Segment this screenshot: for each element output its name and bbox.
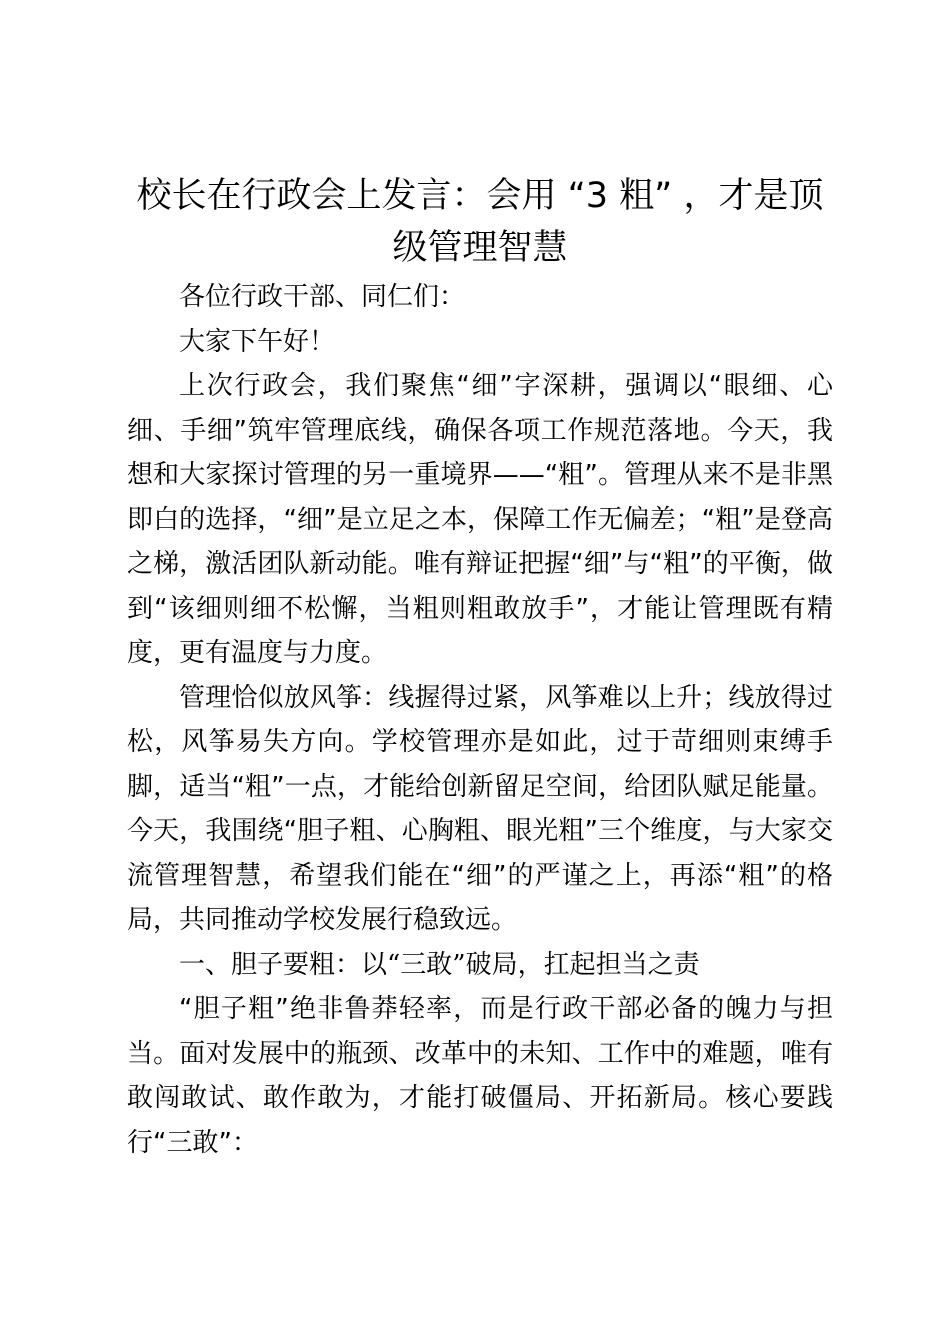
body-paragraph: 上次行政会，我们聚焦“细”字深耕，强调以“眼细、心细、手细”筑牢管理底线，确保各项工作规范落地。今天，我想和大家探讨管理的另一重境界——“粗”。管理从来不是非黑即白的选择，“细”是立足之本，保障工作无偏差；“粗”是登高之梯，激活团队新动能。唯有辩证把握“细”与“粗”的平衡，做到“该细则细不松懈，当粗则粗敢放手”，才能让管理既有精度，更有温度与力度。: [127, 371, 833, 668]
section-heading: 一、胆子要粗：以“三敢”破局，扛起担当之责: [179, 949, 700, 980]
document-body: [127, 275, 833, 1165]
salutation-paragraph: 各位行政干部、同仁们：: [179, 282, 466, 312]
greeting-paragraph: 大家下午好！: [179, 326, 336, 357]
body-paragraph: 管理恰似放风筝：线握得过紧，风筝难以上升；线放得过松，风筝易失方向。学校管理亦是如此，过于苛细则束缚手脚，适当“粗”一点，才能给创新留足空间，给团队赋足能量。今天，我围绕“胆子粗、心胸粗、眼光粗”三个维度，与大家交流管理智慧，希望我们能在“细”的严谨之上，再添“粗”的格局，共同推动学校发展行稳致远。: [127, 682, 833, 935]
body-paragraph: “胆子粗”绝非鲁莽轻率，而是行政干部必备的魄力与担当。面对发展中的瓶颈、改革中的未知、工作中的难题，唯有敢闯敢试、敢作敢为，才能打破僵局、开拓新局。核心要践行“三敢”：: [127, 994, 833, 1158]
document-title: 校长在行政会上发言：会用 “3 粗” ，才是顶级管理智慧: [136, 176, 824, 268]
